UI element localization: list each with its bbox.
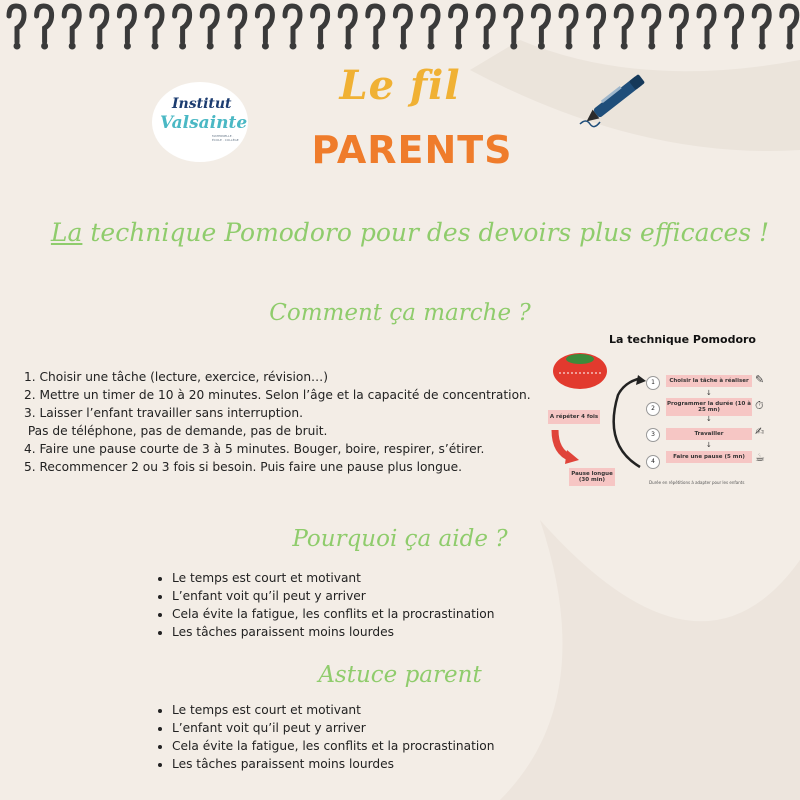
newsletter-title: Le fil	[339, 62, 461, 109]
logo-line2: Valsainte	[160, 113, 248, 133]
pomodoro-diagram	[543, 325, 783, 495]
binding-ring	[202, 6, 217, 42]
list-item: • Les tâches paraissent moins lourdes	[172, 623, 494, 641]
list-item: • Cela évite la fatigue, les conflits et la procrastination	[172, 605, 494, 623]
binding-ring	[395, 6, 410, 42]
binding-ring	[147, 6, 162, 42]
binding-ring	[478, 6, 493, 42]
headline	[0, 218, 800, 247]
step-number: 4	[646, 455, 660, 469]
binding-hole	[731, 43, 738, 50]
binding-ring	[9, 6, 24, 42]
diagram-note: Durée en répétitions à adapter pour les enfants	[649, 480, 745, 485]
binding-hole	[538, 43, 545, 50]
list-item: • Le temps est court et motivant	[172, 701, 494, 719]
step-number: 1	[646, 376, 660, 390]
headline-first-word: La	[50, 218, 83, 247]
repeat-label: A répéter 4 fois	[548, 410, 600, 424]
step-item: 5. Recommencer 2 ou 3 fois si besoin. Puis faire une pause plus longue.	[24, 460, 462, 474]
cycle-arrow-icon	[598, 375, 648, 470]
binding-hole	[400, 43, 407, 50]
binding-hole	[566, 43, 573, 50]
binding-ring	[313, 6, 328, 42]
binding-hole	[648, 43, 655, 50]
binding-ring	[699, 6, 714, 42]
binding-ring	[64, 6, 79, 42]
binding-hole	[621, 43, 628, 50]
binding-hole	[317, 43, 324, 50]
tip-list	[150, 701, 494, 773]
binding-ring	[340, 6, 355, 42]
steps-list	[24, 368, 544, 476]
binding-ring	[285, 6, 300, 42]
binding-ring	[92, 6, 107, 42]
diagram-step: Programmer la durée (10 à 25 mn)	[666, 398, 752, 416]
step-item: 3. Laisser l’enfant travailler sans interruption.	[24, 406, 303, 420]
diagram-step: Travailler	[666, 428, 752, 440]
list-item: • L’enfant voit qu’il peut y arriver	[172, 587, 494, 605]
binding-ring	[782, 6, 797, 42]
binding-ring	[257, 6, 272, 42]
diagram-step: Faire une pause (5 mn)	[666, 451, 752, 463]
binding-hole	[96, 43, 103, 50]
binding-ring	[533, 6, 548, 42]
step-number: 3	[646, 428, 660, 442]
down-arrow-icon: ↓	[706, 389, 712, 397]
binding-hole	[704, 43, 711, 50]
diagram-step: Choisir la tâche à réaliser	[666, 375, 752, 387]
binding-ring	[423, 6, 438, 42]
binding-hole	[759, 43, 766, 50]
why-list	[150, 569, 494, 641]
drink-icon: ☕	[755, 451, 765, 464]
binding-hole	[510, 43, 517, 50]
list-item: • L’enfant voit qu’il peut y arriver	[172, 719, 494, 737]
binding-ring	[727, 6, 742, 42]
binding-hole	[372, 43, 379, 50]
binding-ring	[368, 6, 383, 42]
down-arrow-icon: ↓	[706, 415, 712, 423]
newsletter-subtitle: PARENTS	[311, 128, 513, 172]
long-pause-label: Pause longue (30 min)	[569, 468, 615, 486]
timer-icon: ⏱	[755, 399, 764, 412]
binding-hole	[455, 43, 462, 50]
headline-rest: technique Pomodoro pour des devoirs plus efficaces !	[82, 218, 770, 247]
binding-hole	[345, 43, 352, 50]
binding-hole	[290, 43, 297, 50]
diagram-title: La technique Pomodoro	[609, 333, 756, 346]
binding-ring	[754, 6, 769, 42]
binding-hole	[262, 43, 269, 50]
binding-ring	[37, 6, 52, 42]
pen-icon	[576, 62, 658, 132]
list-item: • Le temps est court et motivant	[172, 569, 494, 587]
binding-hole	[69, 43, 76, 50]
binding-ring	[506, 6, 521, 42]
binding-hole	[234, 43, 241, 50]
binding-hole	[41, 43, 48, 50]
binding-hole	[676, 43, 683, 50]
step-item: Pas de téléphone, pas de demande, pas de bruit.	[24, 424, 328, 438]
binding-ring	[616, 6, 631, 42]
spiral-binding	[0, 2, 800, 54]
step-item: 2. Mettre un timer de 10 à 20 minutes. Selon l’âge et la capacité de concentration.	[24, 388, 531, 402]
list-item: • Les tâches paraissent moins lourdes	[172, 755, 494, 773]
section-title-why: Pourquoi ça aide ?	[292, 526, 508, 552]
binding-hole	[786, 43, 793, 50]
binding-hole	[483, 43, 490, 50]
binding-hole	[152, 43, 159, 50]
binding-hole	[14, 43, 21, 50]
list-item: • Cela évite la fatigue, les conflits et la procrastination	[172, 737, 494, 755]
binding-hole	[428, 43, 435, 50]
desk-icon: ✍	[755, 425, 765, 438]
red-arrow-icon	[551, 428, 581, 464]
binding-hole	[179, 43, 186, 50]
binding-ring	[561, 6, 576, 42]
section-title-tip: Astuce parent	[318, 662, 482, 688]
binding-hole	[124, 43, 131, 50]
step-item: 4. Faire une pause courte de 3 à 5 minutes. Bouger, boire, respirer, s’étirer.	[24, 442, 485, 456]
binding-ring	[671, 6, 686, 42]
binding-ring	[644, 6, 659, 42]
binding-hole	[593, 43, 600, 50]
logo-line1: Institut	[172, 96, 232, 112]
step-item: 1. Choisir une tâche (lecture, exercice, révision…)	[24, 370, 328, 384]
binding-ring	[589, 6, 604, 42]
binding-hole	[207, 43, 214, 50]
logo-small-text: MATERNELLE · ÉCOLE · COLLÈGE	[212, 134, 239, 142]
section-title-how: Comment ça marche ?	[269, 300, 531, 326]
step-number: 2	[646, 402, 660, 416]
notes-icon: ✎	[755, 373, 765, 386]
binding-ring	[230, 6, 245, 42]
down-arrow-icon: ↓	[706, 441, 712, 449]
binding-ring	[175, 6, 190, 42]
binding-ring	[119, 6, 134, 42]
binding-ring	[451, 6, 466, 42]
